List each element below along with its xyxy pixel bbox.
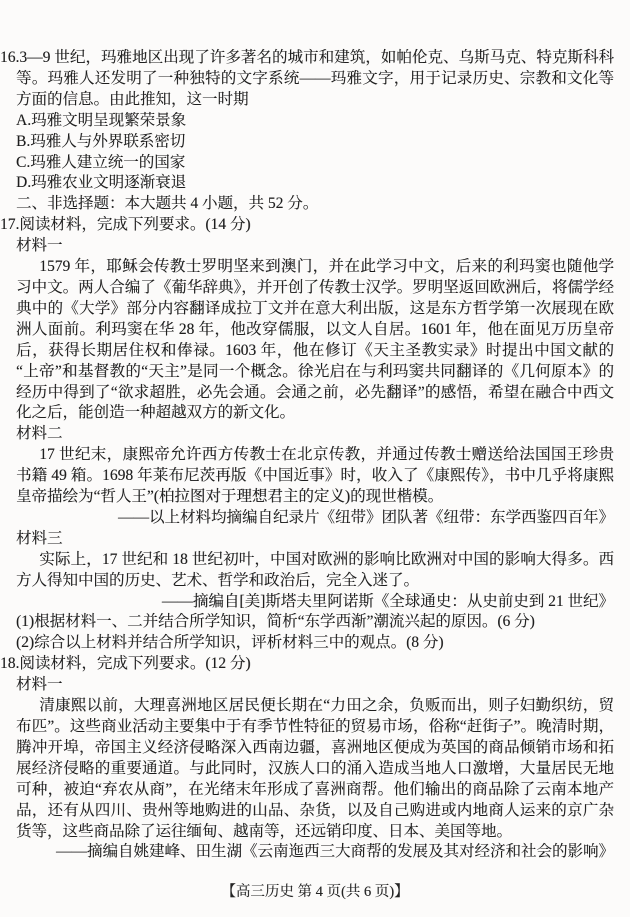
- q18-intro-text: 阅读材料，完成下列要求。(12 分): [19, 655, 251, 673]
- q17-material-2-paragraph: 17 世纪末，康熙帝允许西方传教士在北京传教，并通过传教士赠送给法国国王珍贵书籍 49 箱。1698 年莱布尼茨再版《中国近事》时，收入了《康熙传》，书中几乎将康熙皇帝描绘为“哲人王”(柏拉图对于理想君主的定义)的现世楷模。: [16, 446, 614, 506]
- q17-intro-text: 阅读材料，完成下列要求。(14 分): [19, 216, 251, 234]
- q17-material-2-label: 材料二: [16, 425, 63, 443]
- page-footer: 【高三历史 第 4 页(共 6 页)】: [221, 884, 409, 900]
- q18-material-1-paragraph: 清康熙以前，大理喜洲地区居民便长期在“力田之余，负贩而出，则子妇勤织纺，贸布匹”。这些商业活动主要集中于有季节性特征的贸易市场，俗称“赶街子”。晚清时期，腾冲开埠，帝国主义经济侵略深入西南边疆，喜洲地区便成为英国的商品倾销市场和拓展经济侵略的重要通道。与此同时，汉族人口的涌入造成当地人口激增，大量居民无地可种，被迫“弃农从商”，在光绪末年形成了喜洲商帮。他们输出的商品除了云南本地产品，还有从四川、贵州等地购进的山品、杂货，以及自己购进或内地商人运来的京广杂货等，这些商品除了运往缅甸、越南等，还远销印度、日本、美国等地。: [16, 697, 614, 840]
- q16-stem: [0, 48, 614, 111]
- q18-material-1-citation: ——摘编自姚建峰、田生湖《云南迤西三大商帮的发展及其对经济和社会的影响》: [55, 843, 614, 861]
- q16-option-a: A.玛雅文明呈现繁荣景象: [16, 111, 187, 129]
- q17-number: 17.: [0, 216, 20, 234]
- q16-option-c: C.玛雅人建立统一的国家: [16, 153, 186, 171]
- q18-number: 18.: [0, 655, 20, 673]
- q17-material-2-citation: ——以上材料均摘编自纪录片《纽带》团队著《纽带：东学西鉴四百年》: [117, 508, 614, 526]
- q17-intro: [0, 215, 614, 236]
- q16-number: 16.: [0, 49, 20, 66]
- q17-subquestion-1: (1)根据材料一、二并结合所学知识，简析“东学西渐”潮流兴起的原因。(6 分): [16, 613, 535, 631]
- q17-material-1-paragraph: 1579 年，耶稣会传教士罗明坚来到澳门，并在此学习中文，后来的利玛窦也随他学习中文。两人合编了《葡华辞典》，并开创了传教士汉学。罗明坚返回欧洲后，将儒学经典中的《大学》部分内容翻译成拉丁文并在意大利出版，这是东方哲学第一次展现在欧洲人面前。利玛窦在华 28 年，他改穿儒服，以文人自居。1601 年，他在面见万历皇帝后，获得长期居住权和俸禄。1603 年，他在修订《天主圣教实录》时提出中国文献的“上帝”和基督教的“天主”是同一个概念。徐光启在与利玛窦共同翻译的《几何原本》的经历中得到了“欲求超胜，必先会通。会通之前，必先翻译”的感悟，希望在融合中西文化之后，能创造一种超越双方的新文化。: [16, 258, 614, 422]
- q18-intro: [0, 654, 614, 675]
- q17-material-1-label: 材料一: [16, 237, 63, 255]
- q17-material-3-paragraph: 实际上，17 世纪和 18 世纪初叶，中国对欧洲的影响比欧洲对中国的影响大得多。西方人得知中国的历史、艺术、哲学和政治后，完全入迷了。: [16, 550, 614, 589]
- q17-subquestion-2: (2)综合以上材料并结合所学知识，评析材料三中的观点。(8 分): [16, 634, 444, 652]
- q18-material-1-label: 材料一: [16, 676, 63, 694]
- q17-material-3-label: 材料三: [16, 529, 63, 547]
- q17-material-3-citation: ——摘编自[美]斯塔夫里阿诺斯《全球通史：从史前史到 21 世纪》: [161, 592, 614, 610]
- q16-option-d: D.玛雅农业文明逐渐衰退: [16, 174, 187, 192]
- q16-option-b: B.玛雅人与外界联系密切: [16, 132, 186, 150]
- section-2-heading: 二、非选择题：本大题共 4 小题，共 52 分。: [16, 195, 319, 213]
- q16-stem-text: 3—9 世纪，玛雅地区出现了许多著名的城市和建筑，如帕伦克、乌斯马克、特克斯科科等。玛雅人还发明了一种独特的文字系统——玛雅文字，用于记录历史、宗教和文化等方面的信息。由此推知，这一时期: [16, 49, 614, 108]
